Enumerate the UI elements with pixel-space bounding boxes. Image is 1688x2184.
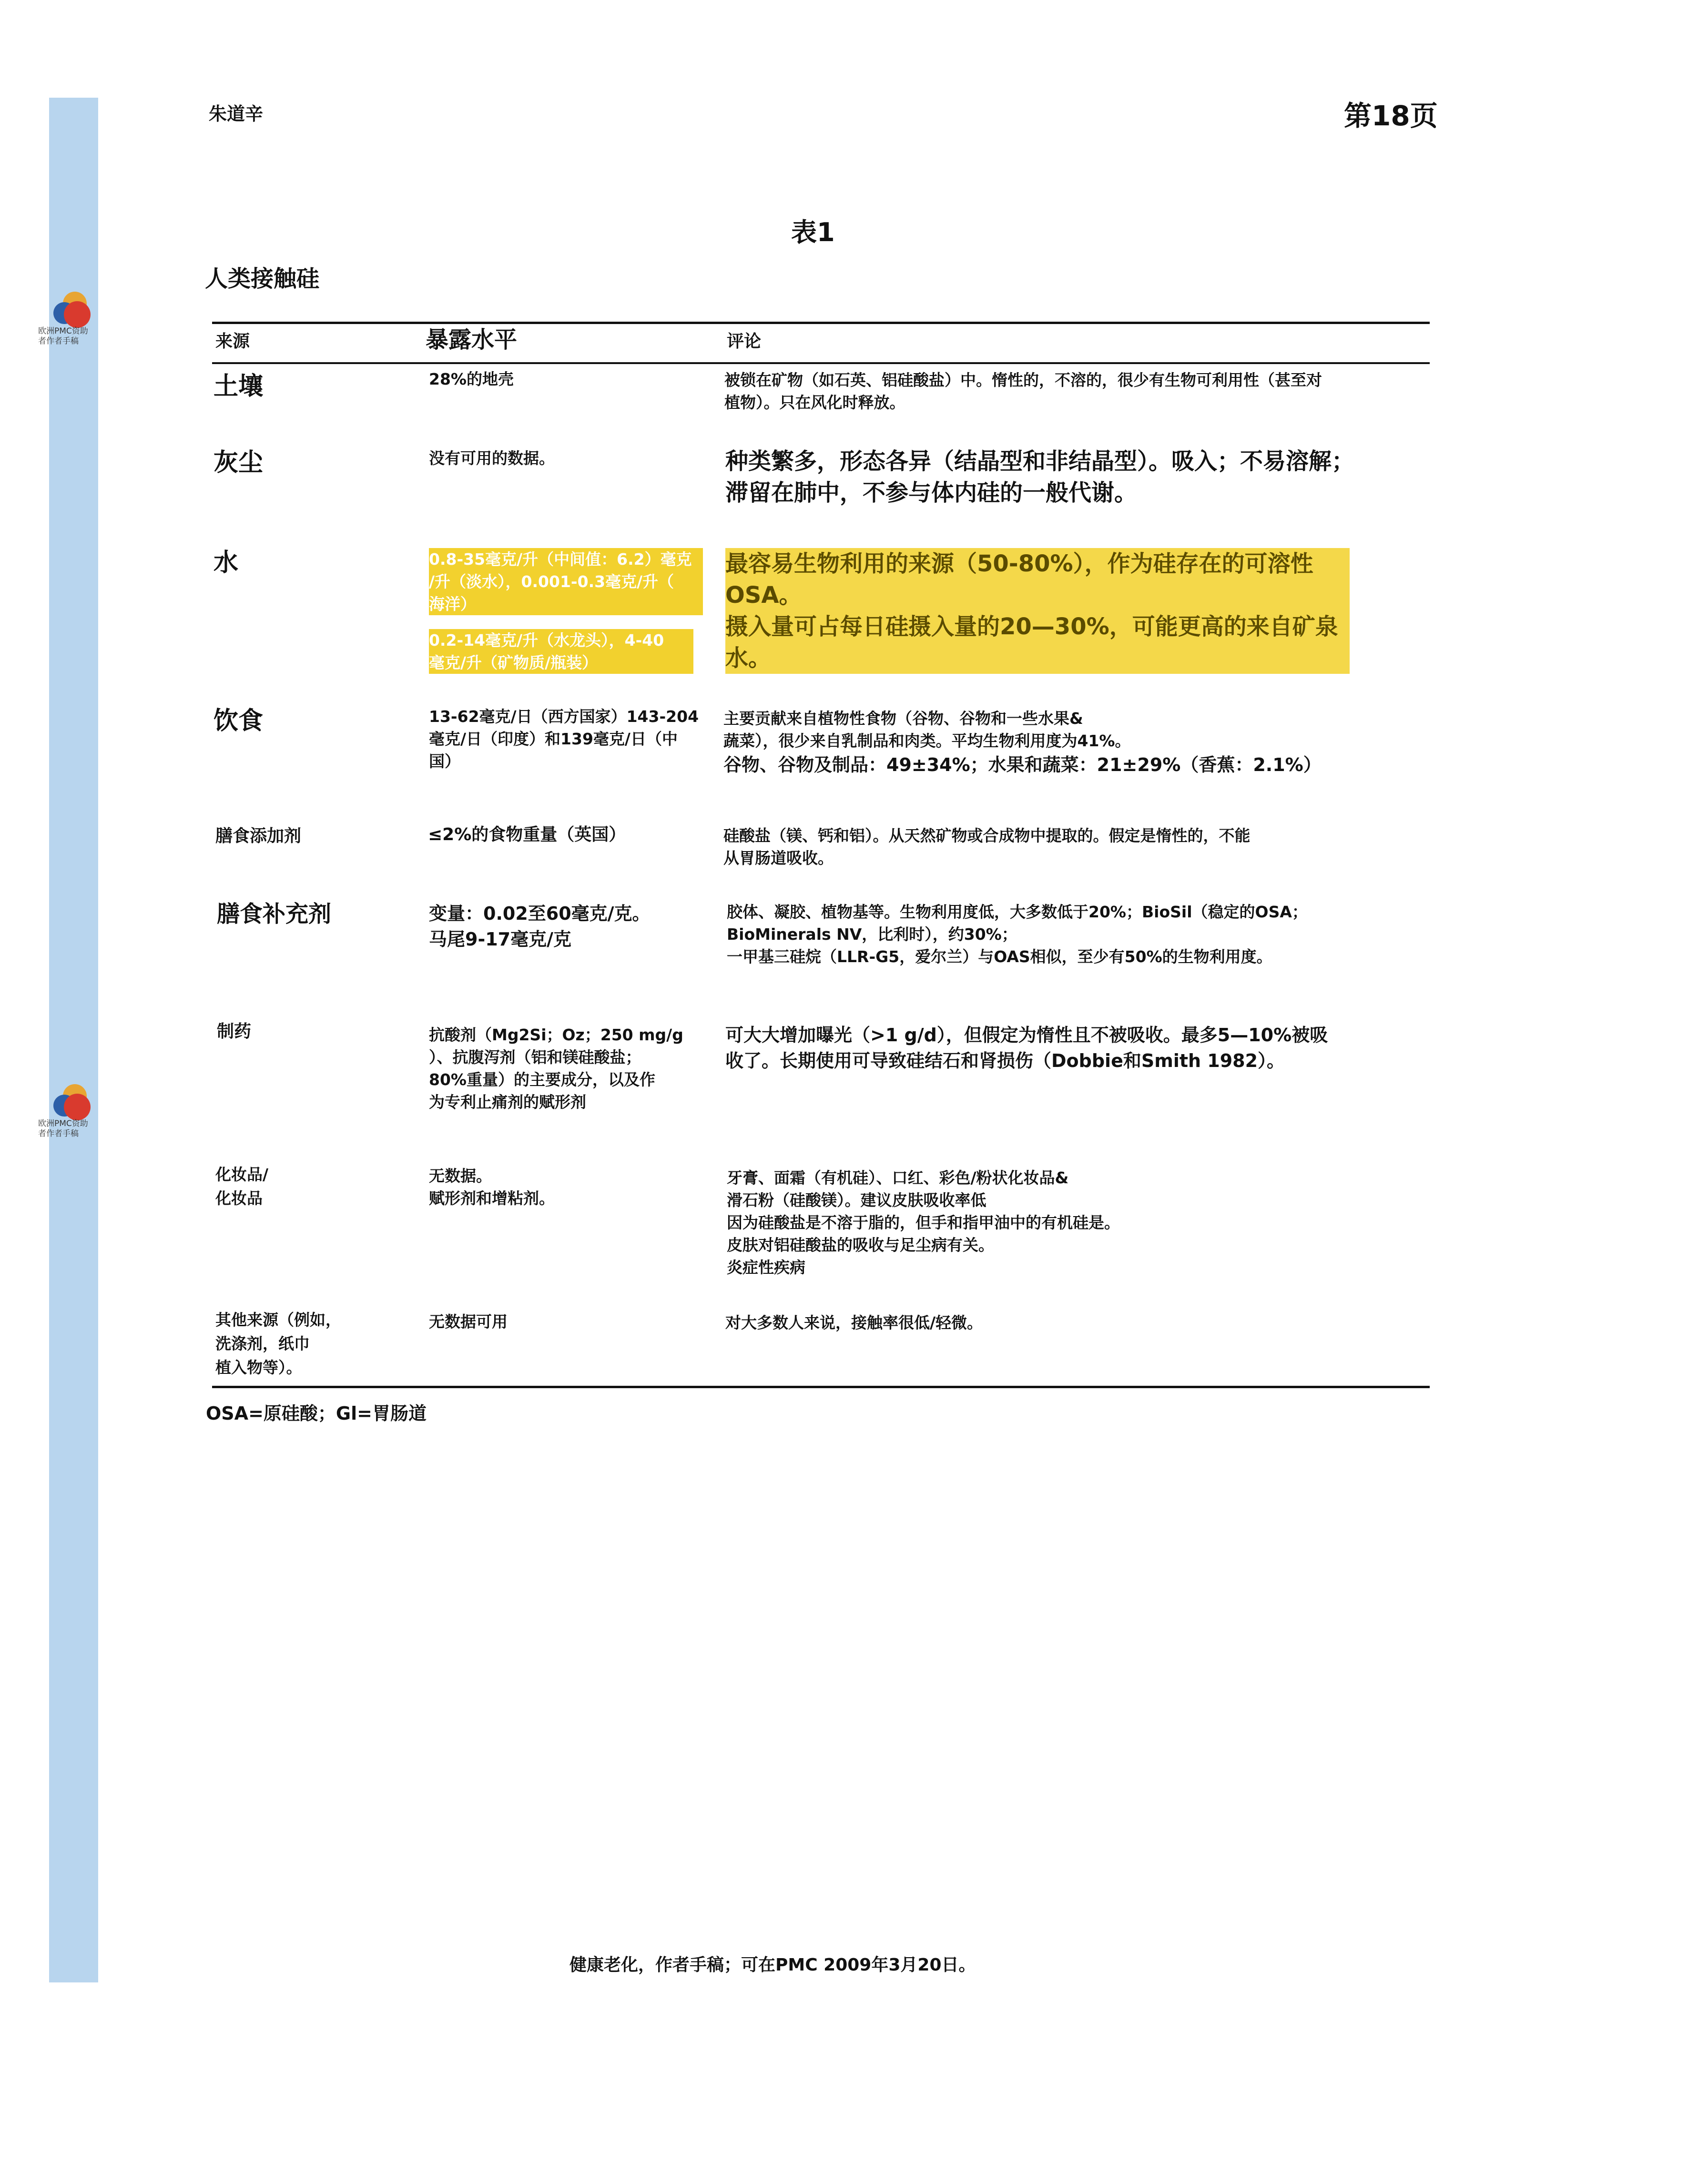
row-supplements-source: 膳食补充剂 bbox=[217, 901, 332, 927]
row-diet-comment: 主要贡献来自植物性食物（谷物、谷物和一些水果& 蔬菜），很少来自乳制品和肉类。平均生物利用度为41%。 谷物、谷物及制品：49±34%；水果和蔬菜：21±29%（香蕉：2.1%） bbox=[723, 709, 1322, 775]
table-caption: 人类接触硅 bbox=[205, 265, 320, 292]
pmc-sidebar-strip bbox=[49, 98, 98, 1982]
row-diet-exposure: 13-62毫克/日（西方国家）143-204 毫克/日（印度）和139毫克/日（中 国） bbox=[429, 707, 699, 771]
header-source: 来源 bbox=[215, 332, 250, 351]
row-dust-exposure: 没有可用的数据。 bbox=[429, 449, 555, 467]
row-water-exposure-freshwater: 0.8-35毫克/升（中间值：6.2）毫克 /升（淡水），0.001-0.3毫克/升（ 海洋） bbox=[429, 548, 703, 615]
row-pharma-comment: 可大大增加曝光（>1 g/d），但假定为惰性且不被吸收。最多5—10%被吸 收了。长期使用可导致硅结石和肾损伤（Dobbie和Smith 1982）。 bbox=[725, 1025, 1328, 1071]
table-bottom-rule bbox=[212, 1386, 1430, 1388]
row-supplements-exposure: 变量：0.02至60毫克/克。 马尾9-17毫克/克 bbox=[429, 903, 651, 950]
row-food-additives-exposure: ≤2%的食物重量（英国） bbox=[428, 825, 626, 844]
page-footer: 健康老化，作者手稿；可在PMC 2009年3月20日。 bbox=[569, 1955, 976, 1975]
pmc-logo-icon bbox=[53, 292, 92, 330]
row-dust-source: 灰尘 bbox=[214, 448, 264, 477]
table-title: 表1 bbox=[791, 217, 835, 247]
row-other-exposure: 无数据可用 bbox=[429, 1312, 508, 1331]
row-other-comment: 对大多数人来说，接触率很低/轻微。 bbox=[725, 1313, 983, 1332]
pmc-logo-label: 欧洲PMC资助者作者手稿 bbox=[38, 1119, 88, 1138]
row-food-additives-comment: 硅酸盐（镁、钙和铝）。从天然矿物或合成物中提取的。假定是惰性的，不能 从胃肠道吸收。 bbox=[723, 826, 1251, 867]
row-cosmetics-source: 化妆品/ 化妆品 bbox=[215, 1165, 269, 1208]
page-number: 第18页 bbox=[1344, 100, 1438, 132]
header-exposure: 暴露水平 bbox=[426, 326, 518, 353]
row-cosmetics-exposure: 无数据。 赋形剂和增粘剂。 bbox=[429, 1167, 555, 1208]
row-water-comment: 最容易生物利用的来源（50-80%），作为硅存在的可溶性OSA。 摄入量可占每日硅摄入量的20—30%，可能更高的来自矿泉水。 bbox=[725, 548, 1350, 674]
header-comment: 评论 bbox=[727, 332, 762, 351]
row-cosmetics-comment: 牙膏、面霜（有机硅）、口红、彩色/粉状化妆品& 滑石粉（硅酸镁）。建议皮肤吸收率低 因为硅酸盐是不溶于脂的，但手和指甲油中的有机硅是。 皮肤对铝硅酸盐的吸收与足尘病有关。 炎症性疾病 bbox=[727, 1168, 1120, 1277]
row-food-additives-source: 膳食添加剂 bbox=[215, 826, 302, 846]
row-soil-exposure: 28%的地壳 bbox=[429, 370, 514, 388]
row-dust-comment: 种类繁多，形态各异（结晶型和非结晶型）。吸入；不易溶解； 滞留在肺中，不参与体内硅的一般代谢。 bbox=[725, 448, 1355, 506]
row-supplements-comment: 胶体、凝胶、植物基等。生物利用度低，大多数低于20%；BioSil（稳定的OSA； BioMinerals NV，比利时），约30%； 一甲基三硅烷（LLR-G5，爱尔兰）与OAS相似，至少有50%的生物利用度。 bbox=[727, 903, 1308, 966]
row-pharma-source: 制药 bbox=[217, 1022, 252, 1041]
pmc-logo-label: 欧洲PMC资助者作者手稿 bbox=[38, 326, 88, 346]
table-footnote: OSA=原硅酸；Gl=胃肠道 bbox=[206, 1403, 427, 1424]
row-water-exposure-tap: 0.2-14毫克/升（水龙头），4-40 毫克/升（矿物质/瓶装） bbox=[429, 629, 693, 674]
row-water-source: 水 bbox=[214, 549, 239, 577]
pmc-logo-icon bbox=[53, 1084, 92, 1122]
row-soil-source: 土壤 bbox=[214, 372, 264, 401]
row-diet-source: 饮食 bbox=[214, 707, 264, 735]
table-top-rule bbox=[212, 322, 1430, 324]
row-pharma-exposure: 抗酸剂（Mg2Si；Oz；250 mg/g ）、抗腹泻剂（铝和镁硅酸盐； 80%重量）的主要成分，以及作 为专利止痛剂的赋形剂 bbox=[429, 1026, 683, 1111]
row-soil-comment: 被锁在矿物（如石英、铝硅酸盐）中。惰性的，不溶的，很少有生物可利用性（甚至对 植物）。只在风化时释放。 bbox=[724, 371, 1322, 412]
author-name: 朱道辛 bbox=[209, 103, 264, 124]
table-header-rule bbox=[212, 362, 1430, 364]
row-other-source: 其他来源（例如， 洗涤剂，纸巾 植入物等）。 bbox=[215, 1310, 341, 1377]
